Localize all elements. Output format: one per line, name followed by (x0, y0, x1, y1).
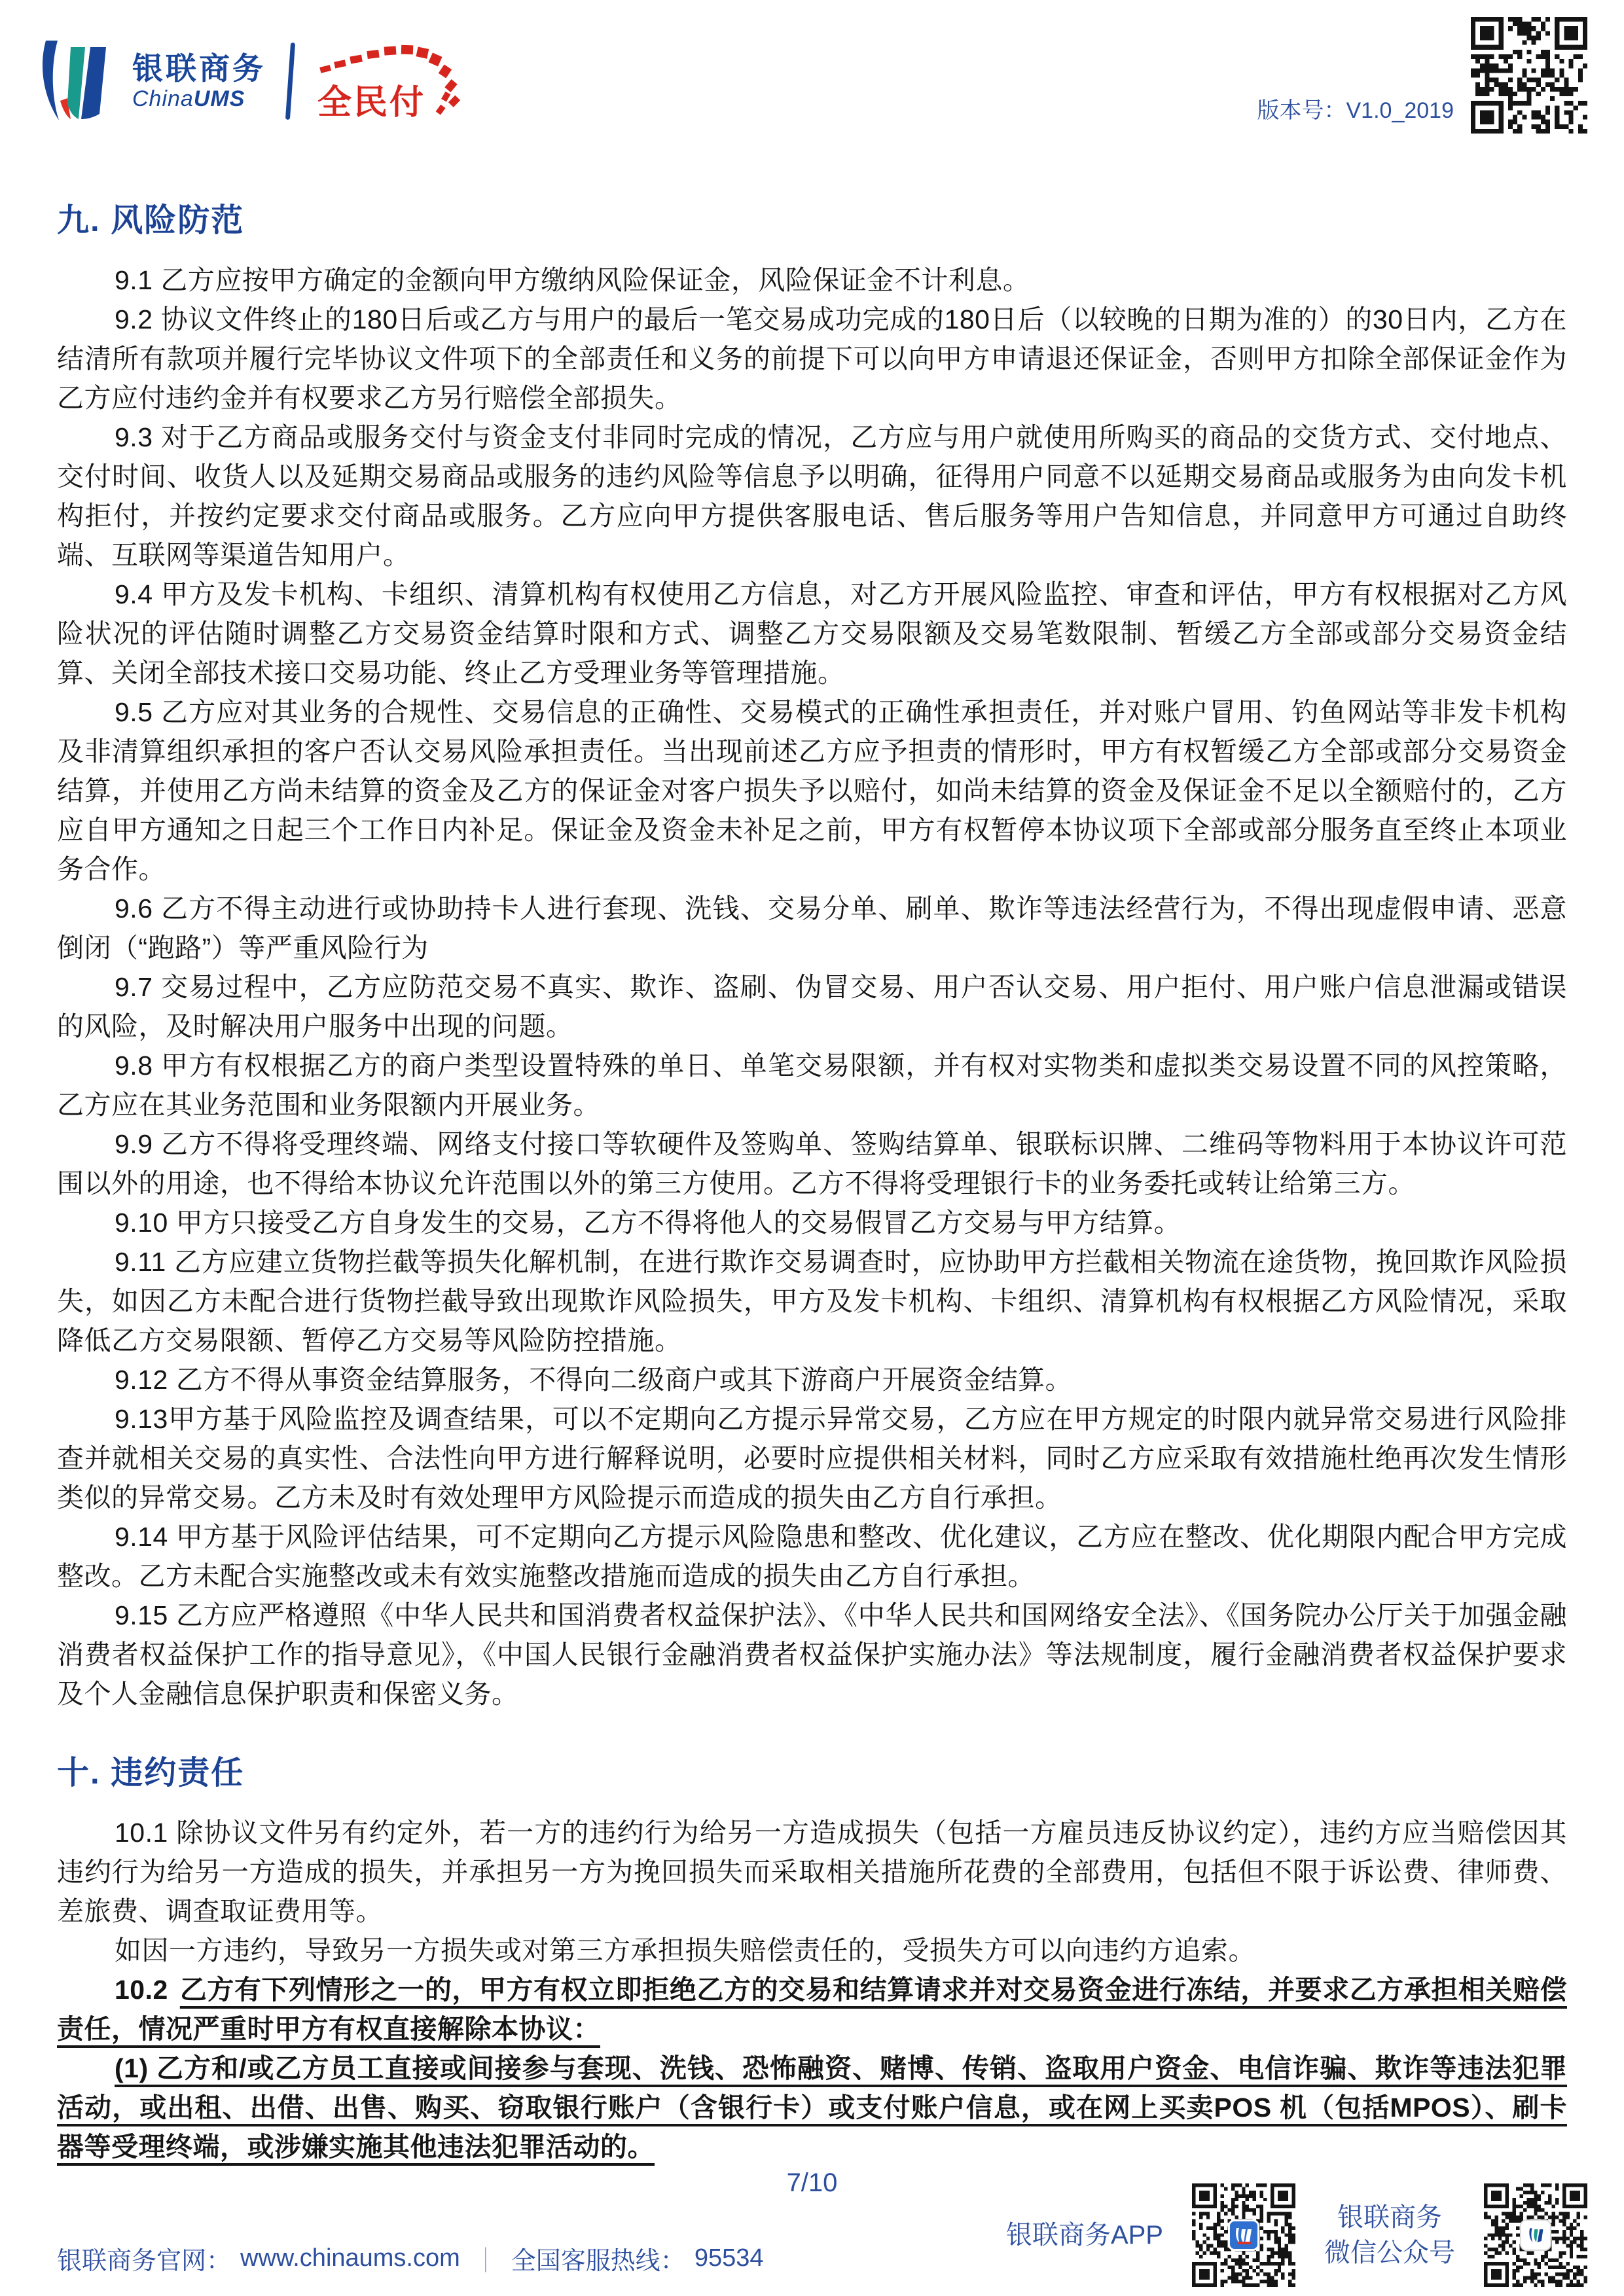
clause-paragraph (57, 1970, 1567, 2049)
clause-text: (1) 乙方和/或乙方员工直接或间接参与套现、洗钱、恐怖融资、赌博、传销、盗取用户资金、电信诈骗、欺诈等违法犯罪活动，或出租、出借、出售、购买、窃取银行账户（含银行卡）或支付账户信息，或在网上买卖POS 机（包括MPOS）、刷卡器等受理终端，或涉嫌实施其他违法犯罪活动的。 (57, 2053, 1567, 2162)
app-icon (1228, 2219, 1259, 2251)
clause-paragraph (57, 300, 1567, 418)
page-number: 7/10 (786, 2168, 838, 2197)
section-title: 九. 风险防范 (57, 203, 245, 238)
section-title: 十. 违约责任 (57, 1755, 245, 1791)
clause-text: 9.1 乙方应按甲方确定的金额向甲方缴纳风险保证金，风险保证金不计利息。 (115, 265, 1030, 295)
clause-paragraph (57, 1360, 1567, 1399)
chinaums-mark-icon (37, 38, 120, 124)
chinaums-logo (37, 30, 465, 132)
wechat-qr-code (1484, 2183, 1587, 2287)
clause-text: 9.4 甲方及发卡机构、卡组织、清算机构有权使用乙方信息，对乙方开展风险监控、审查和评估，甲方有权根据对乙方风险状况的评估随时调整乙方交易资金结算时限和方式、调整乙方交易限额及交易笔数限制、暂缓乙方全部或部分交易资金结算、关闭全部技术接口交易功能、终止乙方受理业务等管理措施。 (57, 579, 1567, 688)
clause-text: 9.5 乙方应对其业务的合规性、交易信息的正确性、交易模式的正确性承担责任，并对账户冒用、钓鱼网站等非发卡机构及非清算组织承担的客户否认交易风险承担责任。当出现前述乙方应予担责的情形时，甲方有权暂缓乙方全部或部分交易资金结算，并使用乙方尚未结算的资金及乙方的保证金对客户损失予以赔付，如尚未结算的资金及保证金不足以全额赔付的，乙方应自甲方通知之日起三个工作日内补足。保证金及资金未补足之前，甲方有权暂停本协议项下全部或部分服务直至终止本项业务合作。 (57, 697, 1567, 884)
logo-divider (285, 43, 295, 120)
version-label: 版本号：V1.0_2019 (1257, 98, 1454, 123)
wechat-logo-icon (1520, 2219, 1551, 2251)
clause-paragraph (57, 1242, 1567, 1360)
clause-paragraph (57, 692, 1567, 889)
footer-separator: ｜ (473, 2248, 498, 2275)
footer-contact-line (57, 2240, 763, 2276)
clause-paragraph (57, 1124, 1567, 1203)
hotline-number: 95534 (694, 2244, 764, 2272)
clause-text: 9.3 对于乙方商品或服务交付与资金支付非同时完成的情况，乙方应与用户就使用所购买的商品的交货方式、交付地点、交付时间、收货人以及延期交易商品或服务的违约风险等信息予以明确，征得用户同意不以延期交易商品或服务为由向发卡机构拒付，并按约定要求交付商品或服务。乙方应向甲方提供客服电话、售后服务等用户告知信息，并同意甲方可通过自助终端、互联网等渠道告知用户。 (57, 422, 1567, 570)
clause-text: 如因一方违约，导致另一方损失或对第三方承担损失赔偿责任的，受损失方可以向违约方追索。 (115, 1935, 1255, 1965)
clause-text: 9.11 乙方应建立货物拦截等损失化解机制，在进行欺诈交易调查时，应协助甲方拦截相关物流在途货物，挽回欺诈风险损失，如因乙方未配合进行货物拦截导致出现欺诈风险损失，甲方及发卡机构、卡组织、清算机构有权根据乙方风险情况，采取降低乙方交易限额、暂停乙方交易等风险防控措施。 (57, 1247, 1567, 1355)
clause-number: 10.2 (115, 1975, 168, 2005)
clause-text: 9.2 协议文件终止的180日后或乙方与用户的最后一笔交易成功完成的180日后（以较晚的日期为准的）的30日内，乙方在结清所有款项并履行完毕协议文件项下的全部责任和义务的前提下可以向甲方申请退还保证金，否则甲方扣除全部保证金作为乙方应付违约金并有权要求乙方另行赔偿全部损失。 (57, 304, 1567, 413)
brand-name-en: ChinaUMS (132, 86, 245, 111)
clause-paragraph (57, 1046, 1567, 1124)
clause-text: 9.9 乙方不得将受理终端、网络支付接口等软硬件及签购单、签购结算单、银联标识牌、二维码等物料用于本协议许可范围以外的用途，也不得给本协议允许范围以外的第三方使用。乙方不得将受理银行卡的业务委托或转让给第三方。 (57, 1129, 1567, 1198)
product-name: 全民付 (317, 84, 426, 122)
footer-qr-group (1006, 2183, 1587, 2287)
clause-text: 9.8 甲方有权根据乙方的商户类型设置特殊的单日、单笔交易限额，并有权对实物类和虚拟类交易设置不同的风控策略，乙方应在其业务范围和业务限额内开展业务。 (57, 1050, 1567, 1120)
clause-text: 9.13甲方基于风险监控及调查结果，可以不定期向乙方提示异常交易，乙方应在甲方规定的时限内就异常交易进行风险排查并就相关交易的真实性、合法性向甲方进行解释说明，必要时应提供相关材料，同时乙方应采取有效措施杜绝再次发生情形类似的异常交易。乙方未及时有效处理甲方风险提示而造成的损失由乙方自行承担。 (57, 1404, 1567, 1513)
content (57, 195, 1567, 2166)
clause-paragraph (57, 1399, 1567, 1517)
app-qr-code (1192, 2183, 1295, 2287)
website-label: 银联商务官网： (57, 2248, 232, 2275)
clause-text: 9.14 甲方基于风险评估结果，可不定期向乙方提示风险隐患和整改、优化建议，乙方应在整改、优化期限内配合甲方完成整改。乙方未配合实施整改或未有效实施整改措施而造成的损失由乙方自行承担。 (57, 1522, 1567, 1591)
brand-name-cn: 银联商务 (132, 50, 266, 86)
clause-paragraph (57, 889, 1567, 967)
clause-paragraph (57, 2049, 1567, 2166)
clause-text: 乙方有下列情形之一的，甲方有权立即拒绝乙方的交易和结算请求并对交易资金进行冻结，并要求乙方承担相关赔偿责任，情况严重时甲方有权直接解除本协议： (57, 1975, 1567, 2044)
clause-paragraph (57, 967, 1567, 1046)
clause-text: 10.1 除协议文件另有约定外，若一方的违约行为给另一方造成损失（包括一方雇员违反协议约定），违约方应当赔偿因其违约行为给另一方造成的损失，并承担另一方为挽回损失而采取相关措施所花费的全部费用，包括但不限于诉讼费、律师费、差旅费、调查取证费用等。 (57, 1818, 1567, 1926)
clause-text: 9.12 乙方不得从事资金结算服务，不得向二级商户或其下游商户开展资金结算。 (115, 1365, 1073, 1395)
app-qr-label: 银联商务APP (1005, 2221, 1163, 2250)
clause-paragraph (57, 1931, 1567, 1970)
clause-paragraph (57, 575, 1567, 692)
clause-paragraph (57, 418, 1567, 575)
header-right (1257, 17, 1588, 134)
clause-paragraph (57, 260, 1567, 300)
chinaums-logo-text (132, 50, 266, 111)
clause-paragraph (57, 1203, 1567, 1242)
document-qr-code (1471, 17, 1587, 134)
clause-paragraph (57, 1813, 1567, 1931)
website-url: www.chinaums.com (240, 2244, 460, 2272)
clause-text: 9.7 交易过程中，乙方应防范交易不真实、欺诈、盗刷、伪冒交易、用户否认交易、用户拒付、用户账户信息泄漏或错误的风险，及时解决用户服务中出现的问题。 (57, 972, 1567, 1041)
clause-paragraph (57, 1596, 1567, 1713)
clause-text: 9.15 乙方应严格遵照《中华人民共和国消费者权益保护法》、《中华人民共和国网络安全法》、《国务院办公厅关于加强金融消费者权益保护工作的指导意见》，《中国人民银行金融消费者权益保护实施办法》等法规制度，履行金融消费者权益保护要求及个人金融信息保护职责和保密义务。 (57, 1600, 1567, 1709)
hotline-label: 全国客服热线： (511, 2248, 685, 2275)
clause-text: 9.6 乙方不得主动进行或协助持卡人进行套现、洗钱、交易分单、刷单、欺诈等违法经营行为，不得出现虚假申请、恶意倒闭（“跑路”）等严重风险行为 (57, 893, 1567, 963)
clause-paragraph (57, 1517, 1567, 1596)
clause-text: 9.10 甲方只接受乙方自身发生的交易，乙方不得将他人的交易假冒乙方交易与甲方结算。 (115, 1208, 1182, 1238)
wechat-qr-label: 银联商务 微信公众号 (1324, 2203, 1455, 2267)
quanminfu-logo (315, 32, 465, 130)
